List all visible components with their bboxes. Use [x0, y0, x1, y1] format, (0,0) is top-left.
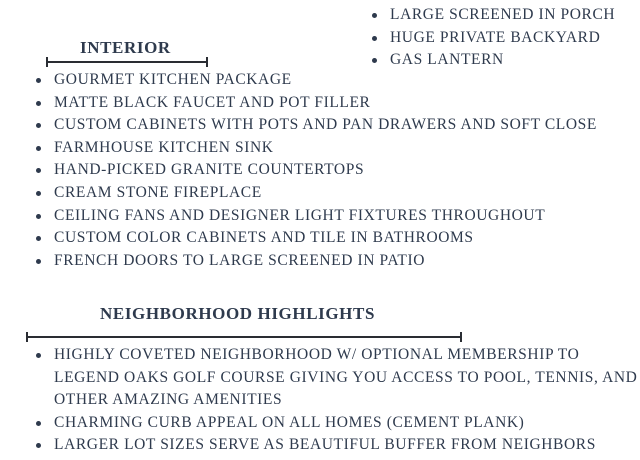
- list-item: LARGER LOT SIZES SERVE AS BEAUTIFUL BUFFER FROM NEIGHBORS: [30, 434, 640, 457]
- list-item: CHARMING CURB APPEAL ON ALL HOMES (CEMENT PLANK): [30, 412, 640, 435]
- list-item: CUSTOM COLOR CABINETS AND TILE IN BATHROOMS: [30, 227, 597, 250]
- bullet-icon: [36, 214, 41, 219]
- neighborhood-list: [30, 344, 640, 457]
- list-item: FARMHOUSE KITCHEN SINK: [30, 137, 597, 160]
- interior-list: [30, 69, 597, 272]
- bullet-icon: [372, 13, 377, 18]
- interior-heading-rule: [46, 61, 208, 63]
- list-item: MATTE BLACK FAUCET AND POT FILLER: [30, 92, 597, 115]
- list-item: GOURMET KITCHEN PACKAGE: [30, 69, 597, 92]
- list-item: LARGE SCREENED IN PORCH: [366, 4, 615, 27]
- bullet-icon: [36, 353, 41, 358]
- list-item: CUSTOM CABINETS WITH POTS AND PAN DRAWERS AND SOFT CLOSE: [30, 114, 597, 137]
- bullet-icon: [36, 101, 41, 106]
- bullet-icon: [372, 58, 377, 63]
- bullet-icon: [36, 259, 41, 264]
- bullet-icon: [36, 146, 41, 151]
- bullet-icon: [36, 78, 41, 83]
- bullet-icon: [36, 236, 41, 241]
- neighborhood-heading: NEIGHBORHOOD HIGHLIGHTS: [100, 304, 375, 323]
- neighborhood-heading-rule: [26, 336, 462, 338]
- bullet-icon: [36, 421, 41, 426]
- list-item: GAS LANTERN: [366, 49, 615, 72]
- list-item: CREAM STONE FIREPLACE: [30, 182, 597, 205]
- bullet-icon: [36, 123, 41, 128]
- list-item: HIGHLY COVETED NEIGHBORHOOD W/ OPTIONAL MEMBERSHIP TO LEGEND OAKS GOLF COURSE GIVING YOU ACCESS TO POOL, TENNIS, AND OTHER AMAZING AMENITIES: [30, 344, 640, 412]
- bullet-icon: [36, 191, 41, 196]
- interior-heading: INTERIOR: [80, 38, 171, 57]
- list-item: FRENCH DOORS TO LARGE SCREENED IN PATIO: [30, 250, 597, 273]
- bullet-icon: [372, 36, 377, 41]
- bullet-icon: [36, 443, 41, 448]
- bullet-icon: [36, 168, 41, 173]
- exterior-list: [366, 4, 615, 72]
- list-item: HAND-PICKED GRANITE COUNTERTOPS: [30, 159, 597, 182]
- list-item: HUGE PRIVATE BACKYARD: [366, 27, 615, 50]
- list-item: CEILING FANS AND DESIGNER LIGHT FIXTURES THROUGHOUT: [30, 205, 597, 228]
